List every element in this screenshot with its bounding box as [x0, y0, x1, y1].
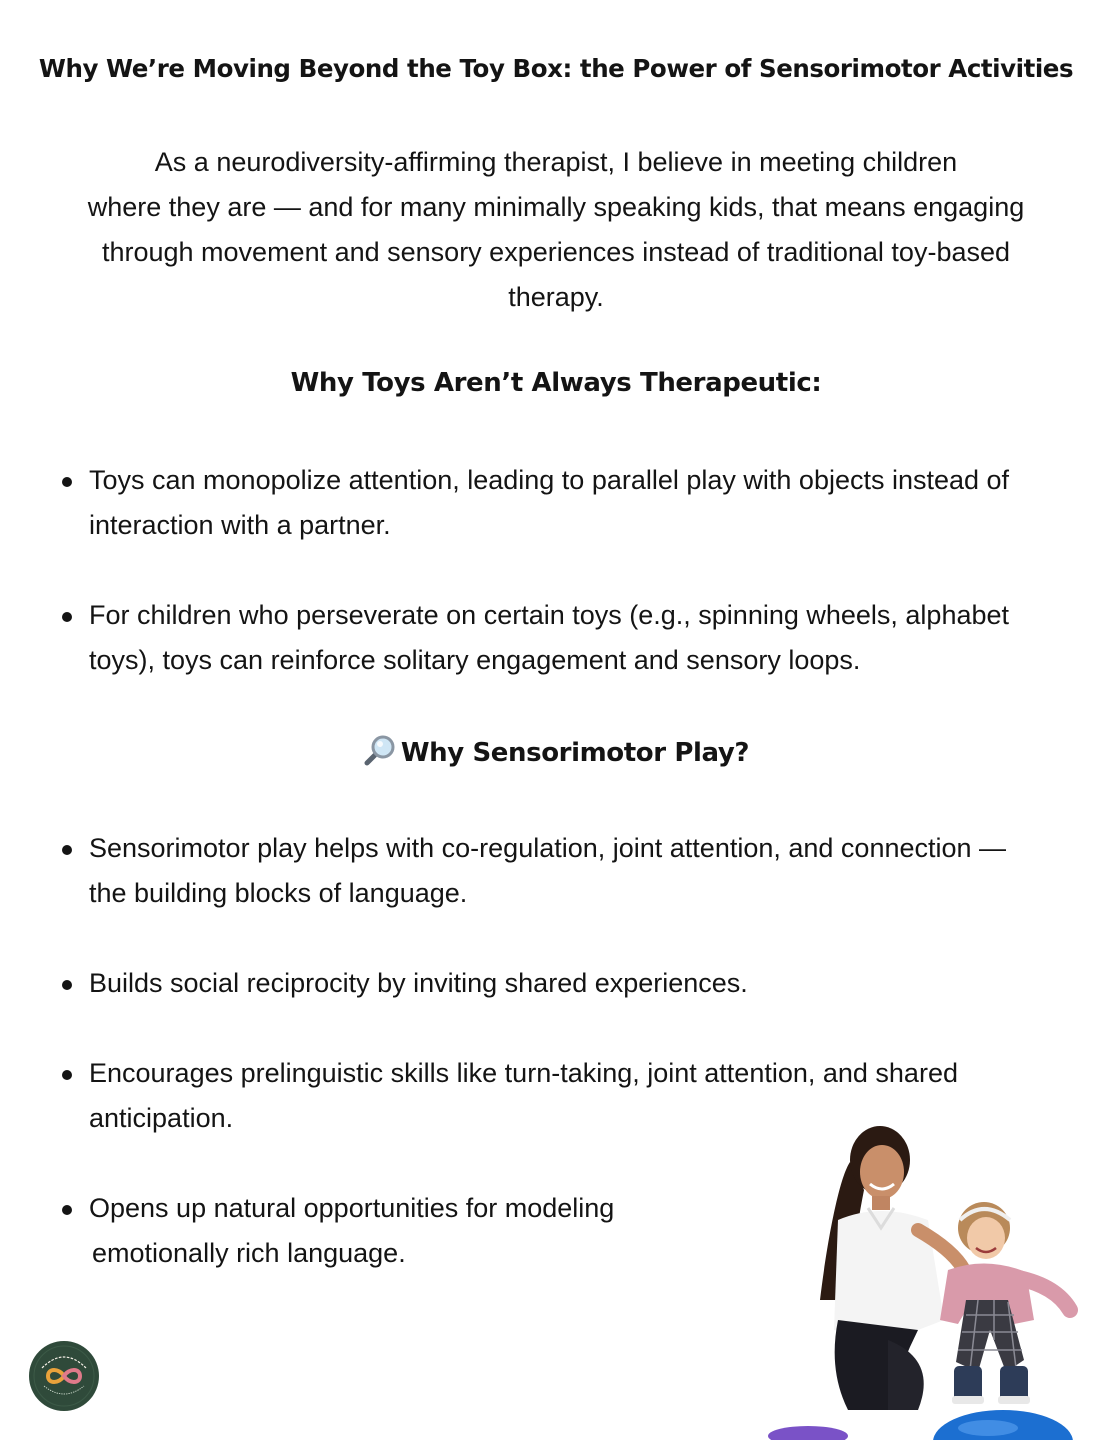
list-item: [58, 458, 1068, 548]
bullet-dot: [62, 845, 72, 855]
bullet-dot: [62, 612, 72, 622]
intro-paragraph: [56, 140, 1056, 320]
list-item: [58, 826, 1068, 916]
page-title: Why We’re Moving Beyond the Toy Box: the Power of Sensorimotor Activities: [38, 54, 1074, 83]
list-item-line: Toys can monopolize attention, leading to parallel play with objects instead of: [89, 465, 1010, 495]
intro-line: As a neurodiversity-affirming therapist, I believe in meeting children: [154, 147, 958, 177]
list-item-line: interaction with a partner.: [89, 510, 391, 540]
list-item-line: the building blocks of language.: [89, 878, 468, 908]
bullet-dot: [62, 1070, 72, 1080]
intro-line: where they are — and for many minimally speaking kids, that means engaging: [87, 192, 1025, 222]
sensorimotor-heading-text: Why Sensorimotor Play?: [400, 738, 750, 768]
toys-heading: Why Toys Aren’t Always Therapeutic:: [290, 368, 822, 398]
list-item-line: Builds social reciprocity by inviting shared experiences.: [89, 968, 748, 998]
magnifying-glass-icon: [363, 733, 397, 767]
list-item-line: toys), toys can reinforce solitary engagement and sensory loops.: [89, 645, 861, 675]
list-item-line: For children who perseverate on certain toys (e.g., spinning wheels, alphabet: [89, 600, 1010, 630]
brand-logo: [28, 1340, 100, 1412]
list-item-line: Sensorimotor play helps with co-regulation, joint attention, and connection —: [89, 833, 1007, 863]
list-item-line: emotionally rich language.: [92, 1238, 406, 1268]
list-item: [58, 593, 1068, 683]
bullet-dot: [62, 1205, 72, 1215]
list-item-line: Encourages prelinguistic skills like turn-taking, joint attention, and shared: [89, 1058, 958, 1088]
intro-line: through movement and sensory experiences instead of traditional toy-based: [101, 237, 1011, 267]
bullet-dot: [62, 477, 72, 487]
list-item: [58, 961, 1068, 1006]
list-item-line: anticipation.: [89, 1103, 234, 1133]
list-item-line: Opens up natural opportunities for modeling: [89, 1193, 615, 1223]
sensorimotor-heading: [0, 733, 1112, 768]
bullet-dot: [62, 980, 72, 990]
therapist-child-photo: [768, 1110, 1088, 1440]
intro-line: therapy.: [508, 282, 604, 312]
